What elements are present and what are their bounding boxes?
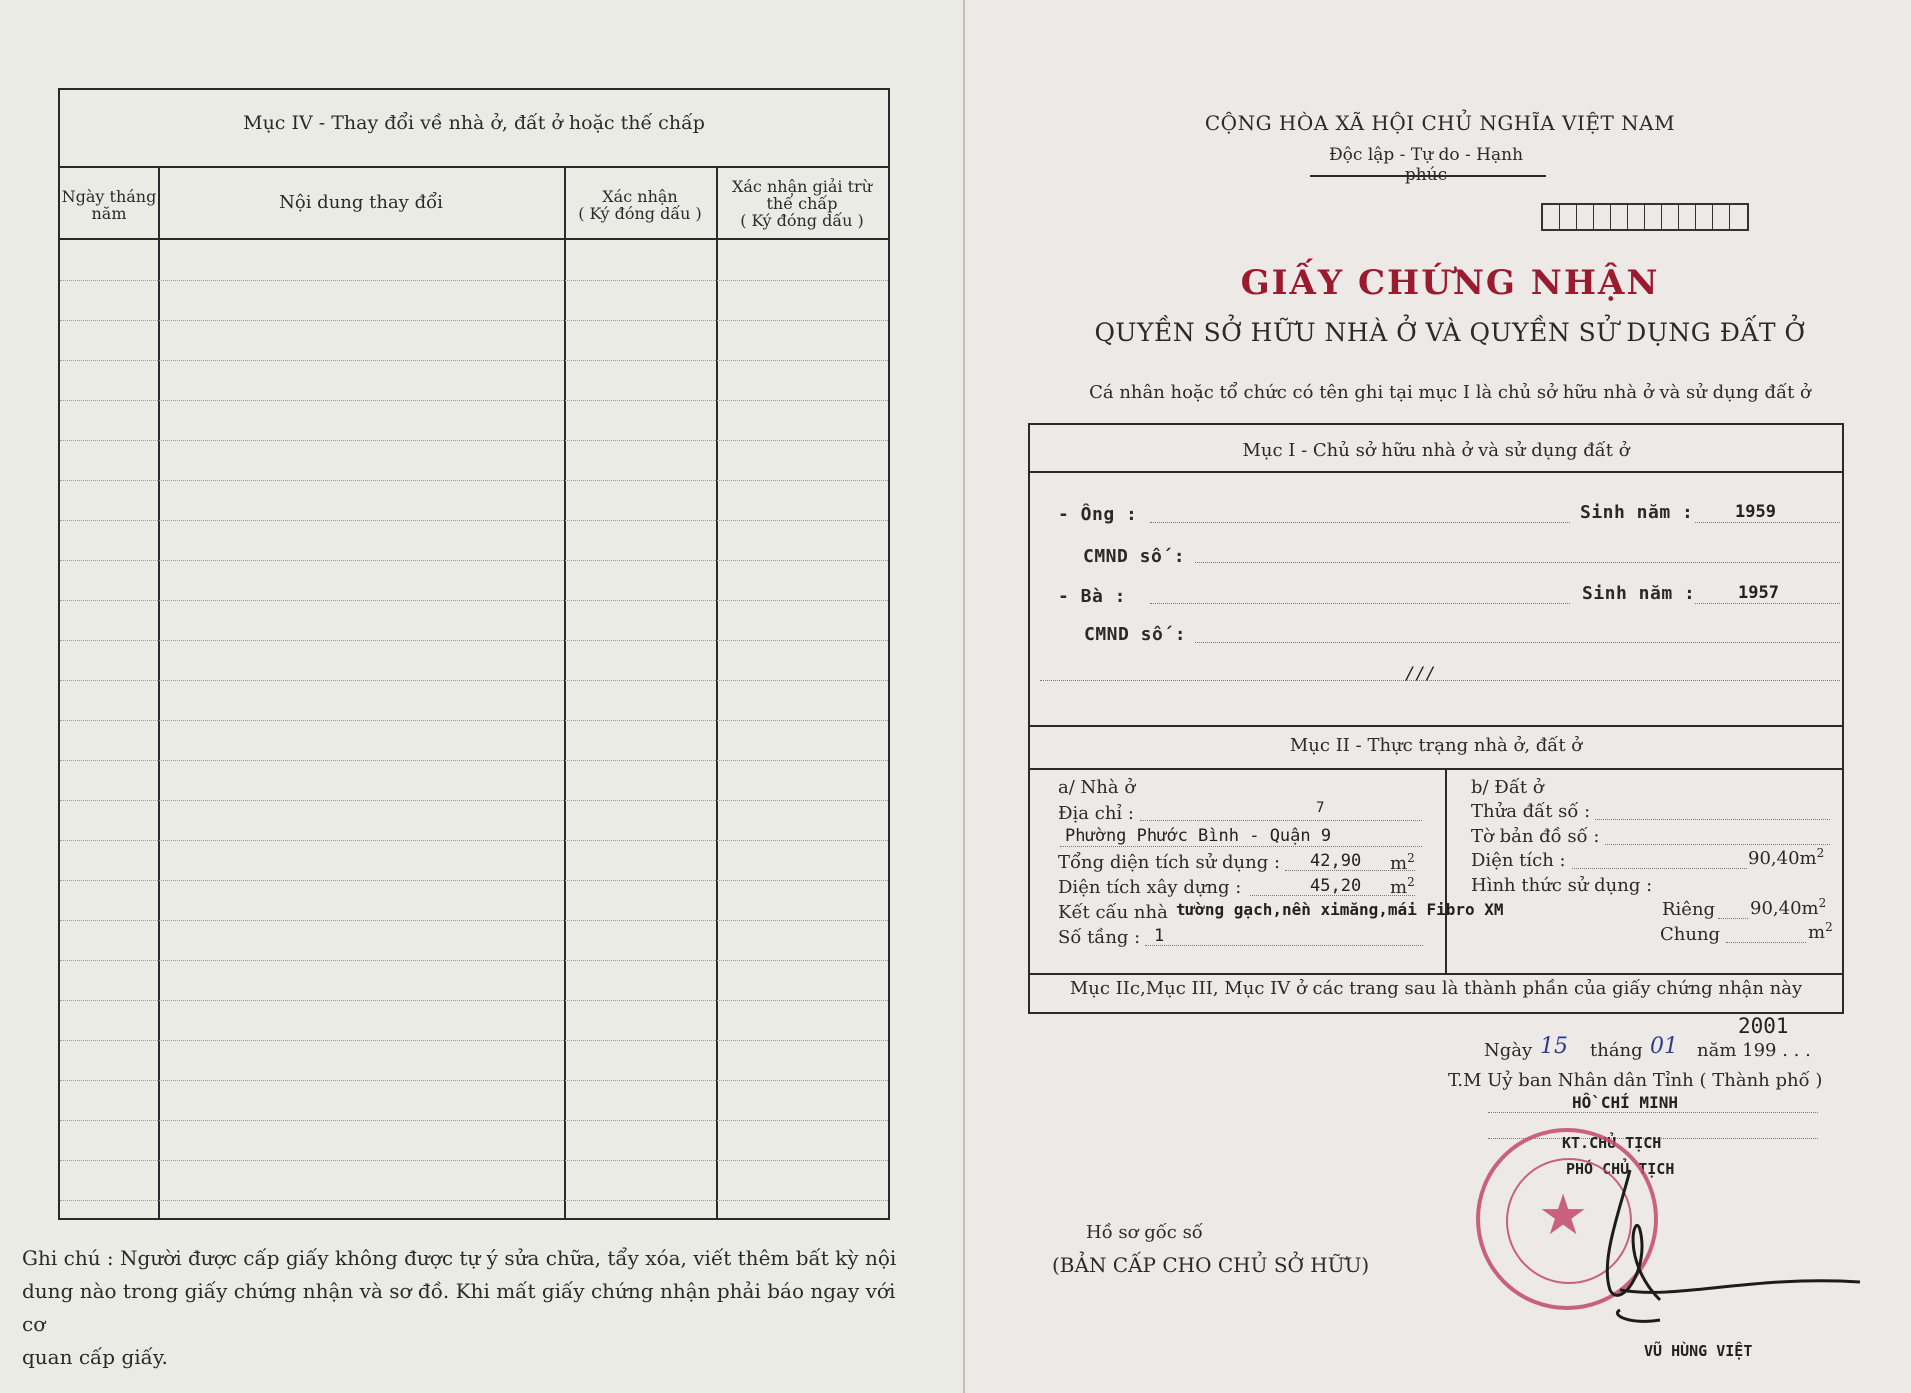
- ruled-line: [60, 640, 888, 641]
- ruled-line: [60, 1160, 888, 1161]
- ruled-line: [60, 320, 888, 321]
- ruled-line: [60, 720, 888, 721]
- ruled-line: [60, 480, 888, 481]
- issue-month-label: tháng: [1590, 1040, 1643, 1061]
- house-heading: a/ Nhà ở: [1058, 777, 1136, 798]
- house-build-area-value: 45,20: [1310, 876, 1362, 896]
- ruled-line: [60, 920, 888, 921]
- house-total-area-label: Tổng diện tích sử dụng :: [1058, 852, 1281, 873]
- house-build-area-unit: $m^2$: [1390, 875, 1415, 898]
- owner-female-birth-year: 1957: [1738, 583, 1779, 603]
- changes-table: [58, 88, 890, 1220]
- issue-year-label: năm 199 . . .: [1697, 1040, 1811, 1061]
- land-usage-label: Hình thức sử dụng :: [1471, 875, 1653, 896]
- ruled-line: [60, 280, 888, 281]
- ruled-line: [60, 1080, 888, 1081]
- land-area-label: Diện tích :: [1471, 850, 1566, 871]
- committee-name: T.M Uỷ ban Nhân dân Tỉnh ( Thành phố ): [1448, 1070, 1823, 1091]
- signature: [1560, 1150, 1880, 1330]
- house-total-area-unit: $m^2$: [1390, 851, 1415, 874]
- ruled-line: [60, 880, 888, 881]
- land-private-label: Riêng: [1662, 899, 1716, 920]
- committee-city: HỒ CHÍ MINH: [1572, 1093, 1678, 1112]
- certificate-box: [1028, 423, 1844, 1014]
- house-address-line2: Phường Phước Bình - Quận 9: [1065, 826, 1332, 846]
- house-floors-label: Số tầng :: [1058, 927, 1141, 948]
- ruled-line: [60, 400, 888, 401]
- slash-mark: ///: [1405, 664, 1436, 684]
- house-structure-value: tường gạch,nền ximăng,mái Fibro XM: [1176, 900, 1504, 919]
- house-build-area-label: Diện tích xây dựng :: [1058, 877, 1242, 898]
- house-address-value: 7: [1316, 800, 1325, 816]
- certificate-statement: Cá nhân hoặc tổ chức có tên ghi tại mục I là chủ sở hữu nhà ở và sử dụng đất ở: [1089, 382, 1811, 403]
- house-total-area-value: 42,90: [1310, 851, 1362, 871]
- certificate-title: GIẤY CHỨNG NHẬN: [1240, 263, 1660, 303]
- owner-male-id-label: CMND số :: [1083, 546, 1186, 567]
- ruled-line: [60, 1120, 888, 1121]
- owner-copy-note: (BẢN CẤP CHO CHỦ SỞ HỮU): [1052, 1253, 1370, 1277]
- owner-female-label: - Bà :: [1058, 586, 1127, 607]
- owner-male-label: - Ông :: [1058, 504, 1138, 525]
- col-header-content: Nội dung thay đổi: [279, 192, 443, 213]
- col-header-date: Ngày tháng năm: [61, 187, 157, 223]
- land-private-value: $90,40m^2$: [1750, 896, 1827, 919]
- land-parcel-label: Thửa đất số :: [1471, 801, 1591, 822]
- issue-year-override: 2001: [1738, 1014, 1789, 1038]
- ruled-line: [60, 1200, 888, 1201]
- national-header: CỘNG HÒA XÃ HỘI CHỦ NGHĨA VIỆT NAM: [1204, 111, 1676, 135]
- owner-female-birth-label: Sinh năm :: [1582, 583, 1696, 604]
- ruled-line: [60, 1000, 888, 1001]
- section2-title: Mục II - Thực trạng nhà ở, đất ở: [1289, 735, 1583, 756]
- land-shared-label: Chung: [1660, 924, 1721, 945]
- house-address-label: Địa chỉ :: [1058, 803, 1134, 824]
- land-area-value: $90,40m^2$: [1748, 846, 1825, 869]
- owner-male-birth-year: 1959: [1735, 502, 1776, 522]
- col-header-confirm: Xác nhận ( Ký đóng dấu ): [578, 187, 702, 223]
- ruled-line: [60, 360, 888, 361]
- col-header-release: Xác nhận giải trừ thế chấp ( Ký đóng dấu ): [732, 177, 872, 230]
- official-seal: ★: [1476, 1128, 1658, 1310]
- ruled-line: [60, 1040, 888, 1041]
- motto-underline: [1310, 175, 1546, 177]
- land-heading: b/ Đất ở: [1471, 777, 1544, 798]
- house-structure-label: Kết cấu nhà: [1058, 902, 1168, 923]
- land-shared-value: $m^2$: [1808, 920, 1833, 943]
- owner-male-birth-label: Sinh năm :: [1580, 502, 1694, 523]
- ruled-line: [60, 600, 888, 601]
- national-motto: Độc lập - Tự do - Hạnh phúc: [1328, 145, 1524, 185]
- ruled-line: [60, 680, 888, 681]
- land-map-label: Tờ bản đồ số :: [1471, 826, 1600, 847]
- appendix-note: Mục IIc,Mục III, Mục IV ở các trang sau là thành phần của giấy chứng nhận này: [1069, 978, 1803, 999]
- section1-title: Mục I - Chủ sở hữu nhà ở và sử dụng đất ở: [1242, 440, 1630, 461]
- original-file-label: Hồ sơ gốc số: [1086, 1222, 1203, 1243]
- serial-number-boxes: [1541, 203, 1749, 231]
- signer-role-2: PHÓ CHỦ TỊCH: [1566, 1160, 1675, 1178]
- footnote: Ghi chú : Người được cấp giấy không được tự ý sửa chữa, tẩy xóa, viết thêm bất kỳ nội dung nào trong giấy chứng nhận và sơ đồ. Khi mất giấy chứng nhận phải báo ngay với cơ quan cấp giấy.: [22, 1246, 897, 1369]
- ruled-line: [60, 840, 888, 841]
- owner-female-id-label: CMND số :: [1084, 624, 1187, 645]
- ruled-line: [60, 960, 888, 961]
- ruled-line: [60, 440, 888, 441]
- issue-day-value: 15: [1540, 1034, 1568, 1059]
- ruled-line: [60, 520, 888, 521]
- ruled-line: [60, 760, 888, 761]
- ruled-line: [60, 560, 888, 561]
- signer-role-1: KT.CHỦ TỊCH: [1562, 1134, 1662, 1152]
- certificate-subtitle: QUYỀN SỞ HỮU NHÀ Ở VÀ QUYỀN SỬ DỤNG ĐẤT Ở: [1094, 318, 1806, 347]
- ruled-line: [60, 800, 888, 801]
- table-title: Mục IV - Thay đổi về nhà ở, đất ở hoặc thế chấp: [243, 112, 705, 134]
- signer-name: VŨ HÙNG VIỆT: [1644, 1342, 1753, 1360]
- issue-day-label: Ngày: [1484, 1040, 1533, 1061]
- house-floors-value: 1: [1154, 926, 1165, 946]
- issue-month-value: 01: [1650, 1034, 1678, 1059]
